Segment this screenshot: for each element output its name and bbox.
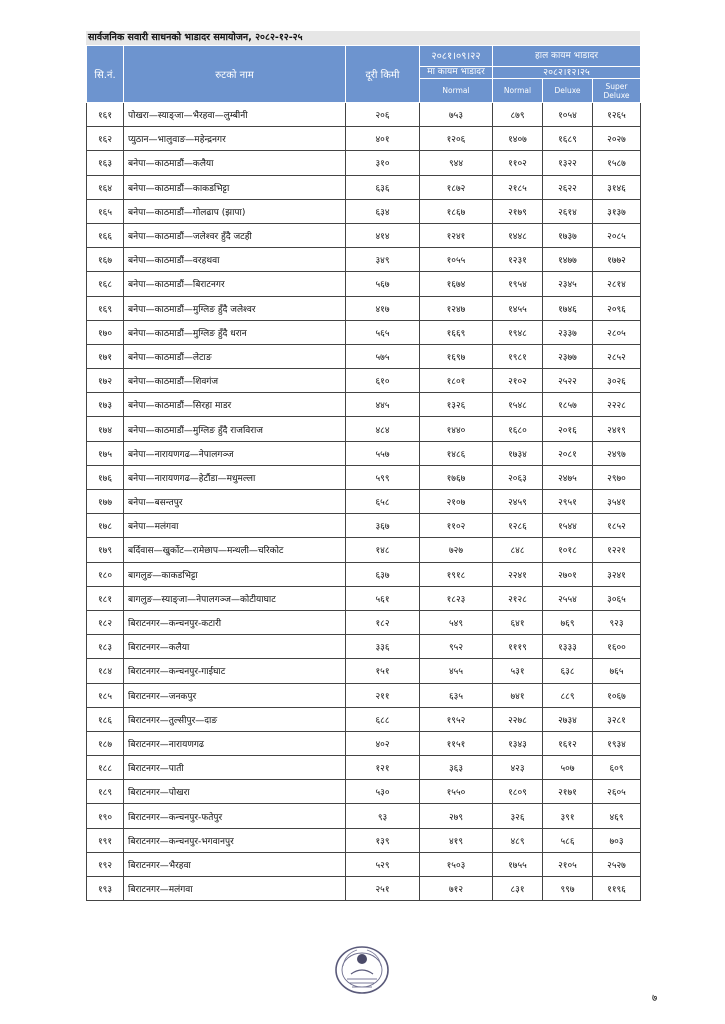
table-row <box>87 610 641 634</box>
document-title: सार्वजनिक सवारी साधनको भाडादर समायोजन, २०८२-१२-२५ <box>86 31 640 45</box>
cell-deluxe: ६३८ <box>543 659 593 683</box>
cell-sn: १७० <box>87 320 124 344</box>
cell-deluxe: १४७७ <box>543 248 593 272</box>
cell-deluxe: ८८९ <box>543 683 593 707</box>
cell-route: बिराटनगर—जनकपुर <box>124 683 346 707</box>
cell-sn: १८६ <box>87 707 124 731</box>
header-current-date: २०८२।१२।२५ <box>493 67 641 79</box>
cell-route: बनेपा—काठमाडौं—शिवगंज <box>124 369 346 393</box>
cell-deluxe: १५४४ <box>543 514 593 538</box>
subheader-prev-normal: Normal <box>420 79 493 103</box>
cell-distance: ३४९ <box>346 248 420 272</box>
cell-super-deluxe: १७७२ <box>593 248 641 272</box>
cell-normal: ५३१ <box>493 659 543 683</box>
cell-deluxe: २१०५ <box>543 852 593 876</box>
cell-deluxe: २७३४ <box>543 707 593 731</box>
cell-prev-normal: १५५० <box>420 780 493 804</box>
cell-normal: ७४१ <box>493 683 543 707</box>
subheader-super-deluxe: Super Deluxe <box>593 79 641 103</box>
cell-normal: १३४३ <box>493 731 543 755</box>
fare-table <box>86 45 641 901</box>
cell-deluxe: १७४६ <box>543 296 593 320</box>
cell-prev-normal: ६३५ <box>420 683 493 707</box>
cell-sn: १६४ <box>87 175 124 199</box>
cell-deluxe: १६१२ <box>543 731 593 755</box>
cell-route: बनेपा—काठमाडौं—गोलढाप (झापा) <box>124 199 346 223</box>
cell-deluxe: २०१६ <box>543 417 593 441</box>
cell-route: बनेपा—काठमाडौं—वरहथवा <box>124 248 346 272</box>
cell-sn: १६३ <box>87 151 124 175</box>
cell-sn: १६८ <box>87 272 124 296</box>
cell-super-deluxe: ३५४१ <box>593 490 641 514</box>
cell-super-deluxe: ३१३७ <box>593 199 641 223</box>
cell-distance: ३१० <box>346 151 420 175</box>
cell-prev-normal: १४८६ <box>420 441 493 465</box>
cell-normal: १७३४ <box>493 441 543 465</box>
table-row <box>87 490 641 514</box>
cell-prev-normal: १५०३ <box>420 852 493 876</box>
cell-distance: ४१७ <box>346 296 420 320</box>
cell-normal: १४४८ <box>493 223 543 247</box>
cell-distance: ५६७ <box>346 272 420 296</box>
table-row <box>87 465 641 489</box>
table-row <box>87 199 641 223</box>
table-row <box>87 562 641 586</box>
cell-normal: १९४८ <box>493 320 543 344</box>
cell-sn: १६९ <box>87 296 124 320</box>
cell-prev-normal: १८२३ <box>420 586 493 610</box>
cell-route: बिराटनगर—नारायणगढ <box>124 731 346 755</box>
cell-normal: २१०२ <box>493 369 543 393</box>
header-prev-label: मा कायम भाडादर <box>420 67 493 79</box>
cell-distance: १३९ <box>346 828 420 852</box>
cell-deluxe: १३२२ <box>543 151 593 175</box>
cell-prev-normal: १२४७ <box>420 296 493 320</box>
cell-deluxe: ५०७ <box>543 756 593 780</box>
cell-normal: २०६३ <box>493 465 543 489</box>
cell-super-deluxe: २८१४ <box>593 272 641 296</box>
cell-super-deluxe: २२२८ <box>593 393 641 417</box>
cell-sn: १६५ <box>87 199 124 223</box>
cell-normal: १५४८ <box>493 393 543 417</box>
cell-deluxe: २४७५ <box>543 465 593 489</box>
table-row <box>87 320 641 344</box>
cell-deluxe: २३४५ <box>543 272 593 296</box>
cell-super-deluxe: २०८५ <box>593 223 641 247</box>
cell-prev-normal: ११५१ <box>420 731 493 755</box>
cell-prev-normal: ११०२ <box>420 514 493 538</box>
cell-sn: १७३ <box>87 393 124 417</box>
cell-deluxe: २७०१ <box>543 562 593 586</box>
cell-prev-normal: १७६७ <box>420 465 493 489</box>
table-row <box>87 586 641 610</box>
cell-distance: ४०२ <box>346 731 420 755</box>
cell-super-deluxe: १२२१ <box>593 538 641 562</box>
cell-prev-normal: ७२७ <box>420 538 493 562</box>
cell-super-deluxe: २८५२ <box>593 344 641 368</box>
cell-sn: १७७ <box>87 490 124 514</box>
cell-route: बिराटनगर—मलंगवा <box>124 877 346 901</box>
cell-sn: १८० <box>87 562 124 586</box>
cell-super-deluxe: ४६९ <box>593 804 641 828</box>
cell-prev-normal: ३६३ <box>420 756 493 780</box>
cell-deluxe: १७३७ <box>543 223 593 247</box>
cell-sn: १७९ <box>87 538 124 562</box>
cell-deluxe: २५२२ <box>543 369 593 393</box>
cell-deluxe: २५५४ <box>543 586 593 610</box>
cell-route: बिराटनगर—कन्चनपुर-कटारी <box>124 610 346 634</box>
cell-distance: ५२९ <box>346 852 420 876</box>
cell-deluxe: २६२२ <box>543 175 593 199</box>
cell-prev-normal: ७१२ <box>420 877 493 901</box>
cell-sn: १७१ <box>87 344 124 368</box>
table-row <box>87 683 641 707</box>
table-row <box>87 659 641 683</box>
cell-sn: १६७ <box>87 248 124 272</box>
subheader-normal: Normal <box>493 79 543 103</box>
table-row <box>87 393 641 417</box>
cell-deluxe: १३३३ <box>543 635 593 659</box>
cell-route: बनेपा—बसन्तपुर <box>124 490 346 514</box>
cell-normal: १८०९ <box>493 780 543 804</box>
cell-distance: ४४५ <box>346 393 420 417</box>
cell-prev-normal: ४१९ <box>420 828 493 852</box>
table-row <box>87 756 641 780</box>
cell-super-deluxe: ६०९ <box>593 756 641 780</box>
cell-prev-normal: १९५२ <box>420 707 493 731</box>
cell-normal: २४५९ <box>493 490 543 514</box>
cell-sn: १९० <box>87 804 124 828</box>
cell-normal: २२७८ <box>493 707 543 731</box>
table-row <box>87 344 641 368</box>
cell-prev-normal: १४४० <box>420 417 493 441</box>
cell-prev-normal: १६७४ <box>420 272 493 296</box>
cell-deluxe: १८५७ <box>543 393 593 417</box>
cell-prev-normal: ५४९ <box>420 610 493 634</box>
cell-super-deluxe: २६०५ <box>593 780 641 804</box>
cell-deluxe: ३९१ <box>543 804 593 828</box>
cell-sn: १७४ <box>87 417 124 441</box>
cell-normal: २२४१ <box>493 562 543 586</box>
cell-super-deluxe: ३०६५ <box>593 586 641 610</box>
cell-route: बिराटनगर—तुल्सीपुर—दाङ <box>124 707 346 731</box>
table-row <box>87 877 641 901</box>
cell-normal: २१७९ <box>493 199 543 223</box>
cell-prev-normal: २१०७ <box>420 490 493 514</box>
cell-sn: १९३ <box>87 877 124 901</box>
cell-super-deluxe: ३१४६ <box>593 175 641 199</box>
table-row <box>87 852 641 876</box>
table-row <box>87 272 641 296</box>
cell-super-deluxe: १९३४ <box>593 731 641 755</box>
cell-deluxe: १०१८ <box>543 538 593 562</box>
table-row <box>87 417 641 441</box>
cell-sn: १६६ <box>87 223 124 247</box>
cell-super-deluxe: २५२७ <box>593 852 641 876</box>
cell-prev-normal: १०५५ <box>420 248 493 272</box>
cell-sn: १८५ <box>87 683 124 707</box>
cell-prev-normal: ९५२ <box>420 635 493 659</box>
cell-normal: १२३१ <box>493 248 543 272</box>
table-row <box>87 707 641 731</box>
cell-prev-normal: १६९७ <box>420 344 493 368</box>
cell-distance: ९३ <box>346 804 420 828</box>
cell-normal: २१२८ <box>493 586 543 610</box>
cell-normal: ४२३ <box>493 756 543 780</box>
cell-sn: १८८ <box>87 756 124 780</box>
cell-route: बनेपा—काठमाडौं—सिरहा माडर <box>124 393 346 417</box>
cell-distance: ४०१ <box>346 127 420 151</box>
cell-deluxe: ५८६ <box>543 828 593 852</box>
cell-distance: ६५८ <box>346 490 420 514</box>
cell-sn: १९१ <box>87 828 124 852</box>
cell-prev-normal: १२०६ <box>420 127 493 151</box>
cell-super-deluxe: २४९७ <box>593 441 641 465</box>
cell-route: बनेपा—काठमाडौं—जलेश्वर हुँदै जटही <box>124 223 346 247</box>
cell-route: बिराटनगर—भैरहवा <box>124 852 346 876</box>
cell-distance: ४१४ <box>346 223 420 247</box>
table-row <box>87 103 641 127</box>
cell-route: पोखरा—स्याङ्जा—भैरहवा—लुम्बीनी <box>124 103 346 127</box>
cell-distance: ३६७ <box>346 514 420 538</box>
cell-route: बनेपा—काठमाडौं—काकडभिट्टा <box>124 175 346 199</box>
cell-distance: ३३६ <box>346 635 420 659</box>
cell-distance: ५७५ <box>346 344 420 368</box>
table-row <box>87 127 641 151</box>
cell-route: बनेपा—काठमाडौं—बिराटनगर <box>124 272 346 296</box>
table-row <box>87 635 641 659</box>
cell-route: बिराटनगर—पोखरा <box>124 780 346 804</box>
cell-route: बनेपा—काठमाडौं—मुग्लिङ हुँदै धरान <box>124 320 346 344</box>
cell-distance: २११ <box>346 683 420 707</box>
cell-deluxe: १६८९ <box>543 127 593 151</box>
cell-route: बर्दिवास—खुर्कोट—रामेछाप—मन्थली—चरिकोट <box>124 538 346 562</box>
cell-route: बनेपा—काठमाडौं—लेटाङ <box>124 344 346 368</box>
cell-deluxe: ७६९ <box>543 610 593 634</box>
cell-prev-normal: १८०१ <box>420 369 493 393</box>
cell-normal: १४५५ <box>493 296 543 320</box>
cell-distance: १५१ <box>346 659 420 683</box>
header-route: रुटको नाम <box>124 46 346 103</box>
cell-deluxe: २९५१ <box>543 490 593 514</box>
cell-prev-normal: १८६७ <box>420 199 493 223</box>
cell-super-deluxe: ३२४१ <box>593 562 641 586</box>
cell-distance: २५१ <box>346 877 420 901</box>
cell-normal: ८७९ <box>493 103 543 127</box>
cell-prev-normal: ४५५ <box>420 659 493 683</box>
cell-sn: १६२ <box>87 127 124 151</box>
cell-distance: ६३४ <box>346 199 420 223</box>
cell-sn: १६१ <box>87 103 124 127</box>
cell-route: बागलुङ—स्याङ्जा—नेपालगञ्ज—कोटीयाघाट <box>124 586 346 610</box>
cell-route: बनेपा—काठमाडौं—मुग्लिङ हुँदै जलेश्वर <box>124 296 346 320</box>
header-current-label: हाल कायम भाडादर <box>493 46 641 67</box>
cell-super-deluxe: ७०३ <box>593 828 641 852</box>
cell-normal: ६४१ <box>493 610 543 634</box>
cell-super-deluxe: २९७० <box>593 465 641 489</box>
cell-normal: ८३१ <box>493 877 543 901</box>
cell-normal: १६८० <box>493 417 543 441</box>
cell-route: बिराटनगर—पाती <box>124 756 346 780</box>
cell-sn: १७२ <box>87 369 124 393</box>
cell-prev-normal: १६६९ <box>420 320 493 344</box>
table-row <box>87 296 641 320</box>
cell-distance: ५६५ <box>346 320 420 344</box>
cell-deluxe: २३३७ <box>543 320 593 344</box>
cell-deluxe: ९९७ <box>543 877 593 901</box>
cell-distance: ५९९ <box>346 465 420 489</box>
cell-distance: १२१ <box>346 756 420 780</box>
cell-normal: १७५५ <box>493 852 543 876</box>
cell-prev-normal: १३२६ <box>420 393 493 417</box>
cell-distance: १८२ <box>346 610 420 634</box>
cell-route: बनेपा—नारायणगढ—नेपालगञ्ज <box>124 441 346 465</box>
cell-deluxe: २१७१ <box>543 780 593 804</box>
cell-route: प्युठान—भालुवाङ—महेन्द्रनगर <box>124 127 346 151</box>
cell-normal: ८४८ <box>493 538 543 562</box>
cell-distance: १४८ <box>346 538 420 562</box>
cell-normal: २१८५ <box>493 175 543 199</box>
cell-prev-normal: ७५३ <box>420 103 493 127</box>
subheader-deluxe: Deluxe <box>543 79 593 103</box>
cell-normal: १२८६ <box>493 514 543 538</box>
cell-normal: ३२६ <box>493 804 543 828</box>
cell-distance: ६३७ <box>346 562 420 586</box>
cell-sn: १८७ <box>87 731 124 755</box>
cell-super-deluxe: १६०० <box>593 635 641 659</box>
page-number: ७ <box>652 993 658 1004</box>
cell-sn: १७५ <box>87 441 124 465</box>
cell-distance: ५५७ <box>346 441 420 465</box>
cell-super-deluxe: ९२३ <box>593 610 641 634</box>
table-row <box>87 441 641 465</box>
cell-prev-normal: २७९ <box>420 804 493 828</box>
table-row <box>87 369 641 393</box>
cell-super-deluxe: १२६५ <box>593 103 641 127</box>
cell-sn: १७६ <box>87 465 124 489</box>
cell-super-deluxe: ३२८१ <box>593 707 641 731</box>
cell-prev-normal: १९१८ <box>420 562 493 586</box>
cell-normal: ४८९ <box>493 828 543 852</box>
table-body <box>87 103 641 901</box>
cell-super-deluxe: १०६७ <box>593 683 641 707</box>
table-row <box>87 514 641 538</box>
cell-distance: ५६१ <box>346 586 420 610</box>
cell-sn: १८४ <box>87 659 124 683</box>
cell-super-deluxe: १८५२ <box>593 514 641 538</box>
header-sn: सि.नं. <box>87 46 124 103</box>
cell-sn: १७८ <box>87 514 124 538</box>
cell-route: बनेपा—मलंगवा <box>124 514 346 538</box>
cell-route: बिराटनगर—कन्चनपुर-फतेपुर <box>124 804 346 828</box>
cell-distance: ४८४ <box>346 417 420 441</box>
header-prev-date: २०८१।०९।२२ <box>420 46 493 67</box>
cell-route: बिराटनगर—कलैया <box>124 635 346 659</box>
cell-super-deluxe: १५८७ <box>593 151 641 175</box>
cell-prev-normal: १८७२ <box>420 175 493 199</box>
cell-route: बनेपा—नारायणगढ—हेटौंडा—मधुमल्ला <box>124 465 346 489</box>
cell-distance: २०६ <box>346 103 420 127</box>
table-row <box>87 151 641 175</box>
cell-normal: १११९ <box>493 635 543 659</box>
cell-distance: ६१० <box>346 369 420 393</box>
cell-prev-normal: ९४४ <box>420 151 493 175</box>
cell-deluxe: २६१४ <box>543 199 593 223</box>
cell-route: बागलुङ—काकडभिट्टा <box>124 562 346 586</box>
cell-normal: १९८१ <box>493 344 543 368</box>
table-row <box>87 804 641 828</box>
cell-route: बिराटनगर—कन्चनपुर-गाईघाट <box>124 659 346 683</box>
table-row <box>87 780 641 804</box>
cell-sn: १९२ <box>87 852 124 876</box>
cell-sn: १८९ <box>87 780 124 804</box>
table-row <box>87 538 641 562</box>
cell-deluxe: १०५४ <box>543 103 593 127</box>
office-seal-icon <box>333 944 391 996</box>
cell-sn: १८२ <box>87 610 124 634</box>
cell-sn: १८३ <box>87 635 124 659</box>
cell-route: बिराटनगर—कन्चनपुर-भगवानपुर <box>124 828 346 852</box>
cell-super-deluxe: ११९६ <box>593 877 641 901</box>
table-row <box>87 731 641 755</box>
cell-super-deluxe: २८०५ <box>593 320 641 344</box>
cell-super-deluxe: २०२७ <box>593 127 641 151</box>
table-row <box>87 175 641 199</box>
cell-super-deluxe: ३०२६ <box>593 369 641 393</box>
cell-super-deluxe: २४१९ <box>593 417 641 441</box>
table-row <box>87 828 641 852</box>
cell-normal: ११०२ <box>493 151 543 175</box>
table-row <box>87 223 641 247</box>
cell-normal: १९५४ <box>493 272 543 296</box>
cell-route: बनेपा—काठमाडौं—मुग्लिङ हुँदै राजविराज <box>124 417 346 441</box>
cell-deluxe: २०८१ <box>543 441 593 465</box>
cell-super-deluxe: ७६५ <box>593 659 641 683</box>
header-distance: दूरी किमी <box>346 46 420 103</box>
cell-distance: ५३० <box>346 780 420 804</box>
cell-deluxe: २३७७ <box>543 344 593 368</box>
cell-route: बनेपा—काठमाडौं—कलैया <box>124 151 346 175</box>
cell-prev-normal: १२४१ <box>420 223 493 247</box>
cell-distance: ६८८ <box>346 707 420 731</box>
table-row <box>87 248 641 272</box>
cell-distance: ६३६ <box>346 175 420 199</box>
cell-normal: १४०७ <box>493 127 543 151</box>
cell-sn: १८१ <box>87 586 124 610</box>
cell-super-deluxe: २०९६ <box>593 296 641 320</box>
